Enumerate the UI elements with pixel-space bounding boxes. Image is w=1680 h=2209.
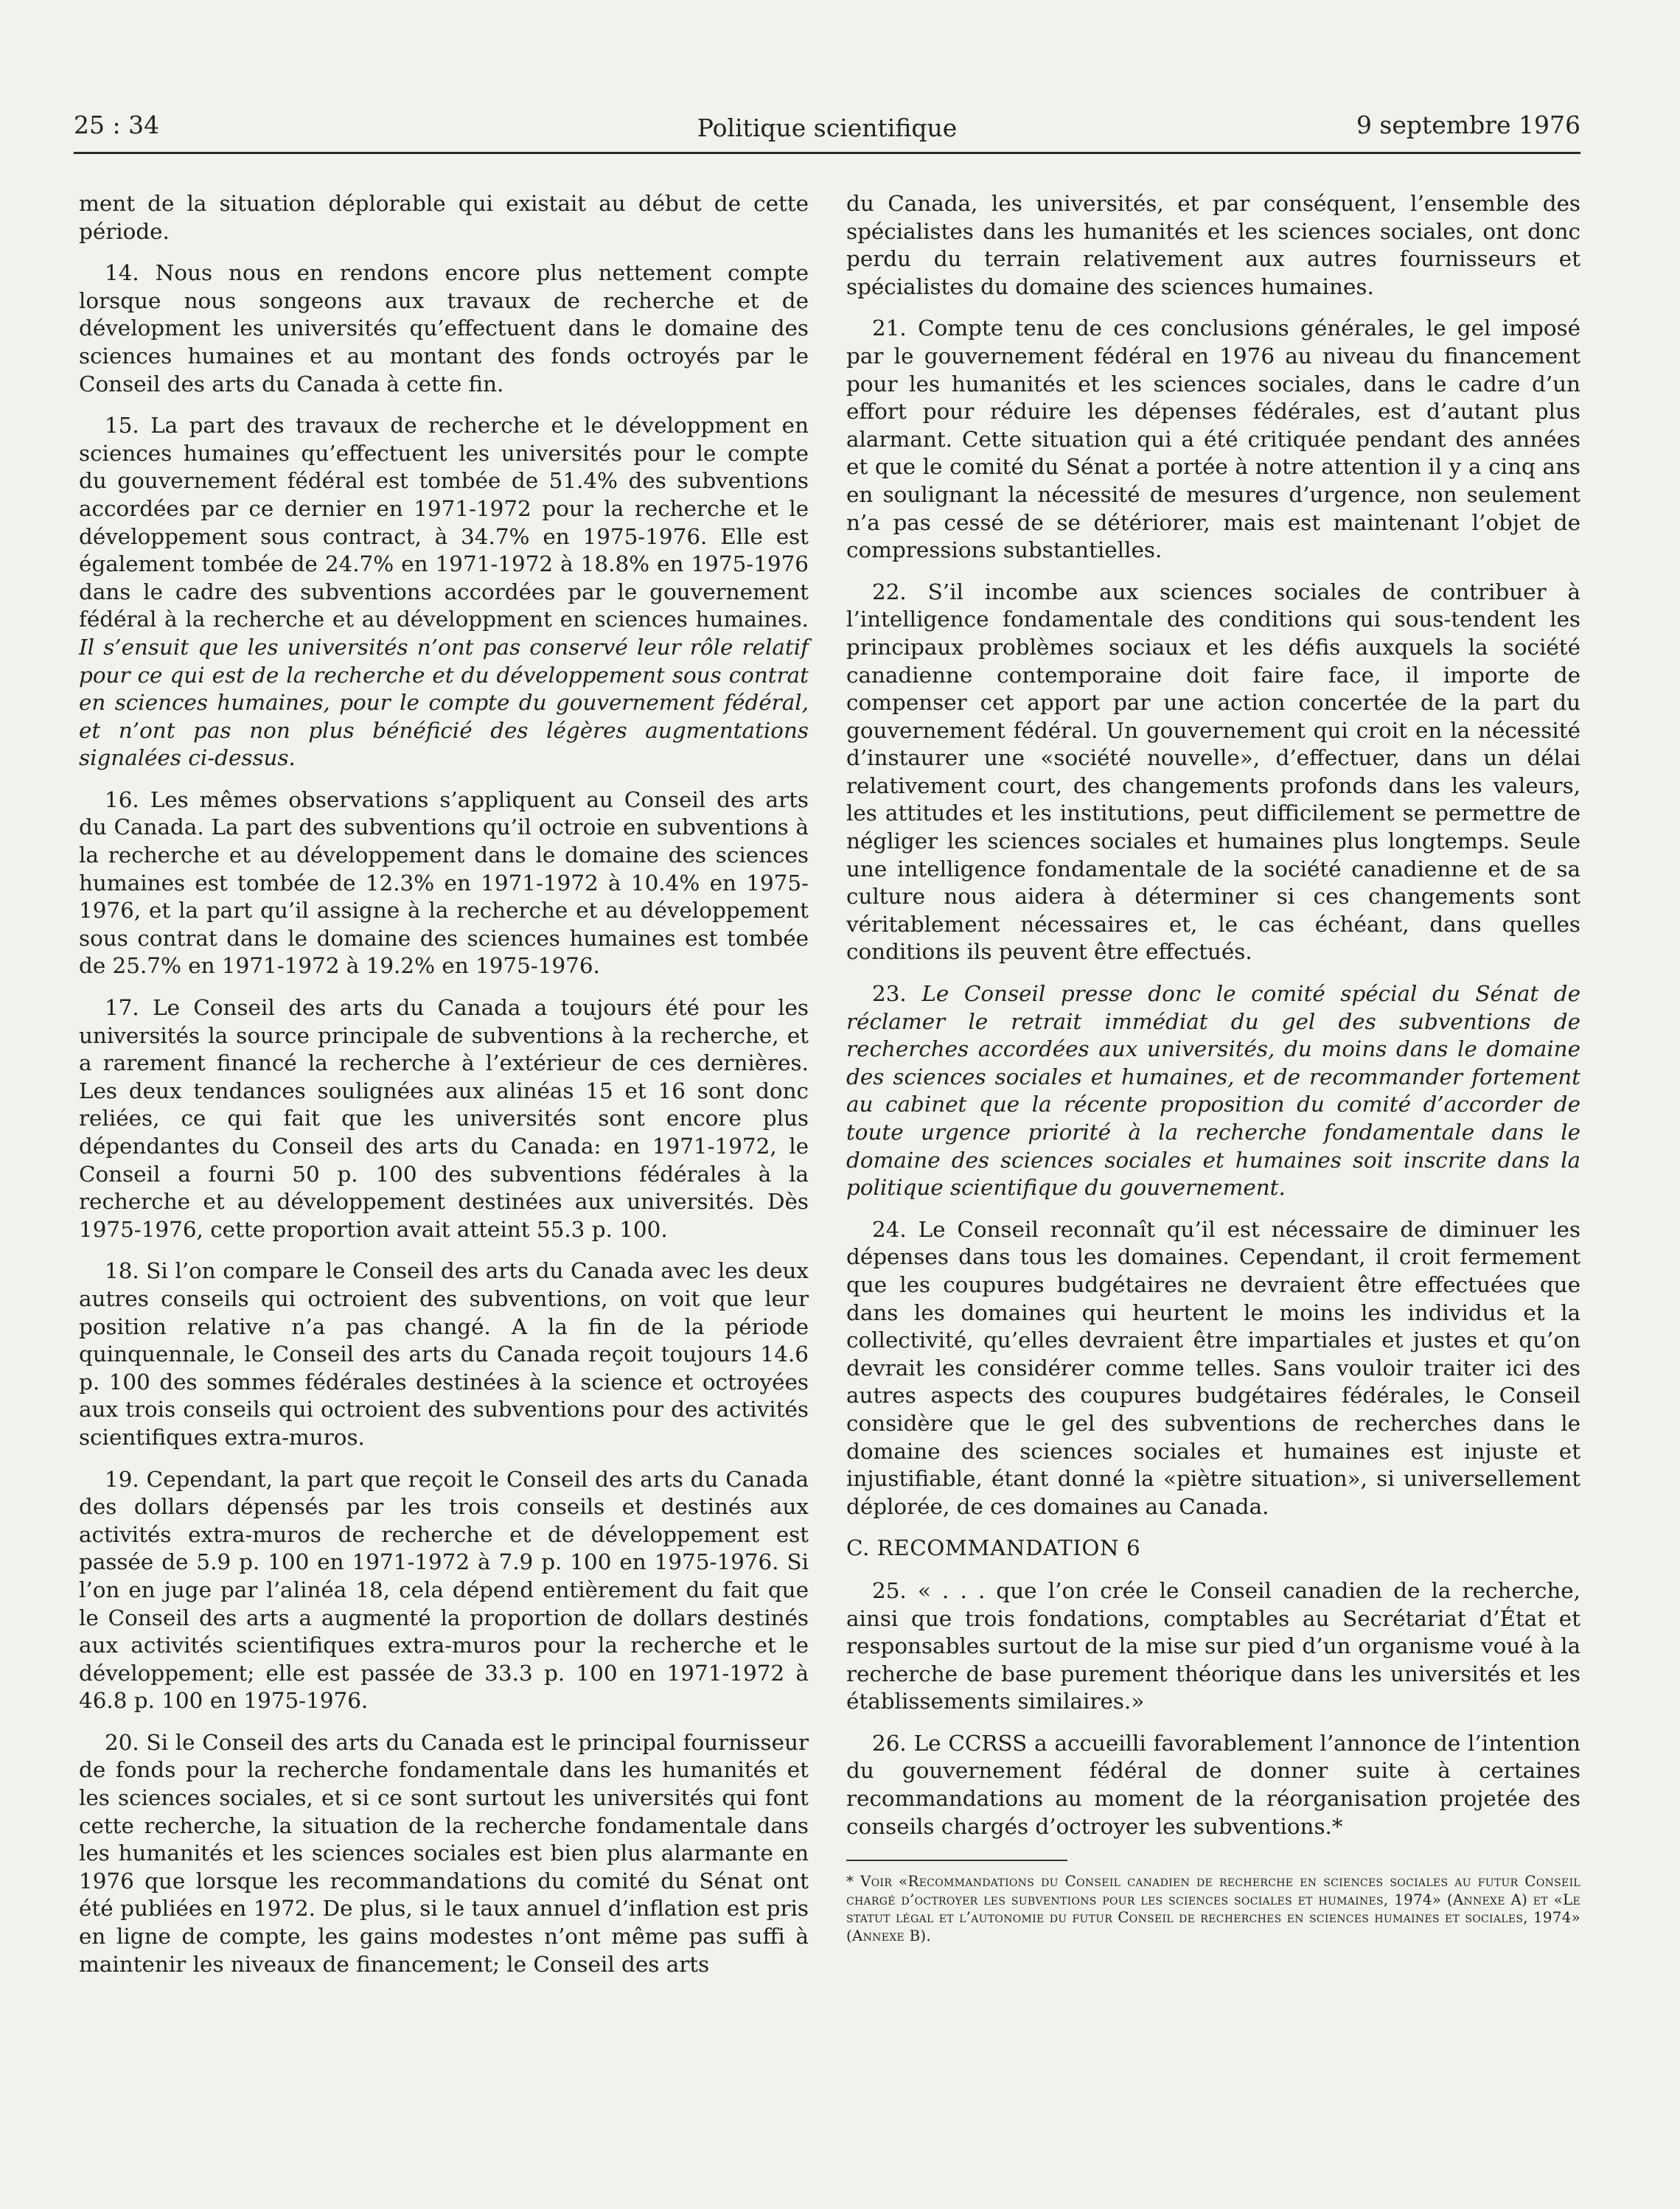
paragraph-25: 25. « . . . que l’on crée le Conseil canadien de la recherche, ainsi que trois fondations, comptables au Secrétariat d’État et responsables surtout de la mise sur pied d’un organisme voué à la recherche de base purement théorique dans les universités et les établissements similaires.» [846, 1577, 1580, 1714]
paragraph-18: 18. Si l’on compare le Conseil des arts du Canada avec les deux autres conseils qui octroient des subventions, on voit que leur position relative n’a pas changé. A la fin de la période quinquennale, le Conseil des arts du Canada reçoit toujours 14.6 p. 100 des sommes fédérales destinées à la science et octroyées aux trois conseils qui octroient des subventions pour des activités scientifiques extra-muros. [79, 1258, 809, 1450]
paragraph-17: 17. Le Conseil des arts du Canada a toujours été pour les universités la source principale de subventions à la recherche, et a rarement financé la recherche à l’extérieur de ces dernières. Les deux tendances soulignées aux alinéas 15 et 16 sont donc reliées, ce qui fait que les universités sont encore plus dépendantes du Conseil des arts du Canada: en 1971-1972, le Conseil a fourni 50 p. 100 des subventions fédérales à la recherche et au développement destinées aux universités. Dès 1975-1976, cette proportion avait atteint 55.3 p. 100. [79, 995, 809, 1242]
paragraph-22: 22. S’il incombe aux sciences sociales de contribuer à l’intelligence fondamentale des conditions qui sous-tendent les principaux problèmes sociaux et les défis auxquels la société canadienne contemporaine doit faire face, il importe de compenser cet apport par une action concertée de la part du gouvernement fédéral. Un gouvernement qui croit en la nécessité d’instaurer une «société nouvelle», d’effectuer, dans un délai relativement court, des changements profonds dans les valeurs, les attitudes et les institutions, peut difficilement se permettre de négliger les sciences sociales et humaines plus longtemps. Seule une intelligence fondamentale de la société canadienne et de sa culture nous aidera à déterminer si ces changements sont véritablement nécessaires et, le cas échéant, dans quelles conditions ils peuvent être effectués. [846, 579, 1580, 965]
footnote: * Voir «Recommandations du Conseil canadien de recherche en sciences sociales au futur Conseil chargé d’octroyer les subventions pour les sciences sociales et humaines, 1974» (Annexe A) et «Le statut légal et l’autonomie du futur Conseil de recherches en sciences humaines et sociales, 1974» (Annexe B). [846, 1873, 1580, 1944]
paragraph-15-italic: Il s’ensuit que les universités n’ont pas conservé leur rôle relatif pour ce qui est de la recherche et du développement sous contrat en sciences humaines, pour le compte du gouvernement fédéral, et n’ont pas non plus bénéficié des légères augmentations signalées ci-dessus. [79, 634, 809, 771]
header-rule [74, 152, 1580, 154]
paragraph-23-number: 23. [872, 981, 907, 1007]
right-column [846, 190, 1580, 1945]
paragraph-20-continued: du Canada, les universités, et par conséquent, l’ensemble des spécialistes dans les humanités et les sciences sociales, ont donc perdu du terrain relativement aux autres fournisseurs et spécialistes du domaine des sciences humaines. [846, 191, 1580, 299]
paragraph-15-text: 15. La part des travaux de recherche et le développment en sciences humaines qu’effectuent les universités pour le compte du gouvernement fédéral est tombée de 51.4% des subventions accordées par ce dernier en 1971-1972 pour la recherche et le développement sous contract, à 34.7% en 1975-1976. Elle est également tombée de 24.7% en 1971-1972 à 18.8% en 1975-1976 dans le cadre des subventions accordées par le gouvernement fédéral à la recherche et au développment en sciences humaines. [79, 413, 809, 632]
running-title: Politique scientifique [697, 114, 958, 142]
section-heading: C. RECOMMANDATION 6 [846, 1535, 1141, 1561]
paragraph-14: 14. Nous nous en rendons encore plus nettement compte lorsque nous songeons aux travaux de recherche et de dévelopment les universités qu’effectuent dans le domaine des sciences humaines et au montant des fonds octroyés par le Conseil des arts du Canada à cette fin. [79, 260, 809, 397]
paragraph-19: 19. Cependant, la part que reçoit le Conseil des arts du Canada des dollars dépensés par les trois conseils et destinés aux activités extra-muros de recherche et de développement est passée de 5.9 p. 100 en 1971-1972 à 7.9 p. 100 en 1975-1976. Si l’on en juge par l’alinéa 18, cela dépend entièrement du fait que le Conseil des arts a augmenté la proportion de dollars destinés aux activités scientifiques extra-muros pour la recherche et le développement; elle est passée de 33.3 p. 100 en 1971-1972 à 46.8 p. 100 en 1975-1976. [79, 1466, 809, 1714]
left-column [79, 190, 809, 1992]
paragraph-13-continued: ment de la situation déplorable qui existait au début de cette période. [79, 191, 809, 244]
page-number: 25 : 34 [74, 111, 160, 139]
paragraph-23 [846, 980, 1580, 1202]
footnote-rule [846, 1860, 1067, 1861]
paragraph-26: 26. Le CCRSS a accueilli favorablement l’annonce de l’intention du gouvernement fédéral de donner suite à certaines recommandations au moment de la réorganisation projetée des conseils chargés d’octroyer les subventions.* [846, 1730, 1580, 1839]
paragraph-15 [79, 412, 809, 772]
header-date: 9 septembre 1976 [1356, 111, 1580, 139]
paragraph-24: 24. Le Conseil reconnaît qu’il est nécessaire de diminuer les dépenses dans tous les domaines. Cependant, il croit fermement que les coupures budgétaires ne devraient être effectuées que dans les domaines qui heurtent le moins les individus et la collectivité, qu’elles devraient être impartiales et justes et qu’on devrait les considérer comme telles. Sans vouloir traiter ici des autres aspects des coupures budgétaires fédérales, le Conseil considère que le gel des subventions de recherches dans le domaine des sciences sociales et humaines est injuste et injustifiable, étant donné la «piètre situation», si universellement déplorée, de ces domaines au Canada. [846, 1216, 1580, 1519]
paragraph-23-italic: Le Conseil presse donc le comité spécial du Sénat de réclamer le retrait immédiat du gel des subventions de recherches accordées aux universités, du moins dans le domaine des sciences sociales et humaines, et de recommander fortement au cabinet que la récente proposition du comité d’accorder de toute urgence priorité à la recherche fondamentale dans le domaine des sciences sociales et humaines soit inscrite dans la politique scientifique du gouvernement. [846, 981, 1580, 1201]
paragraph-20: 20. Si le Conseil des arts du Canada est le principal fournisseur de fonds pour la recherche fondamentale dans les humanités et les sciences sociales, et si ce sont surtout les universités qui font cette recherche, la situation de la recherche fondamentale dans les humanités et les sciences sociales est bien plus alarmante en 1976 que lorsque les recommandations du comité du Sénat ont été publiées en 1972. De plus, si le taux annuel d’inflation est pris en ligne de compte, les gains modestes n’ont même pas suffi à maintenir les niveaux de financement; le Conseil des arts [79, 1729, 809, 1977]
paragraph-16: 16. Les mêmes observations s’appliquent au Conseil des arts du Canada. La part des subventions qu’il octroie en subventions à la recherche et au développement dans le domaine des sciences humaines est tombée de 12.3% en 1971-1972 à 10.4% en 1975-1976, et la part qu’il assigne à la recherche et au développement sous contrat dans le domaine des sciences humaines est tombée de 25.7% en 1971-1972 à 19.2% en 1975-1976. [79, 786, 809, 979]
paragraph-21: 21. Compte tenu de ces conclusions générales, le gel imposé par le gouvernement fédéral en 1976 au niveau du financement pour les humanités et les sciences sociales, dans le cadre d’un effort pour réduire les dépenses fédérales, est d’autant plus alarmant. Cette situation qui a été critiquée pendant des années et que le comité du Sénat a portée à notre attention il y a cinq ans en soulignant la nécessité de mesures d’urgence, non seulement n’a pas cessé de se détériorer, mais est maintenant l’objet de compressions substantielles. [846, 315, 1580, 563]
